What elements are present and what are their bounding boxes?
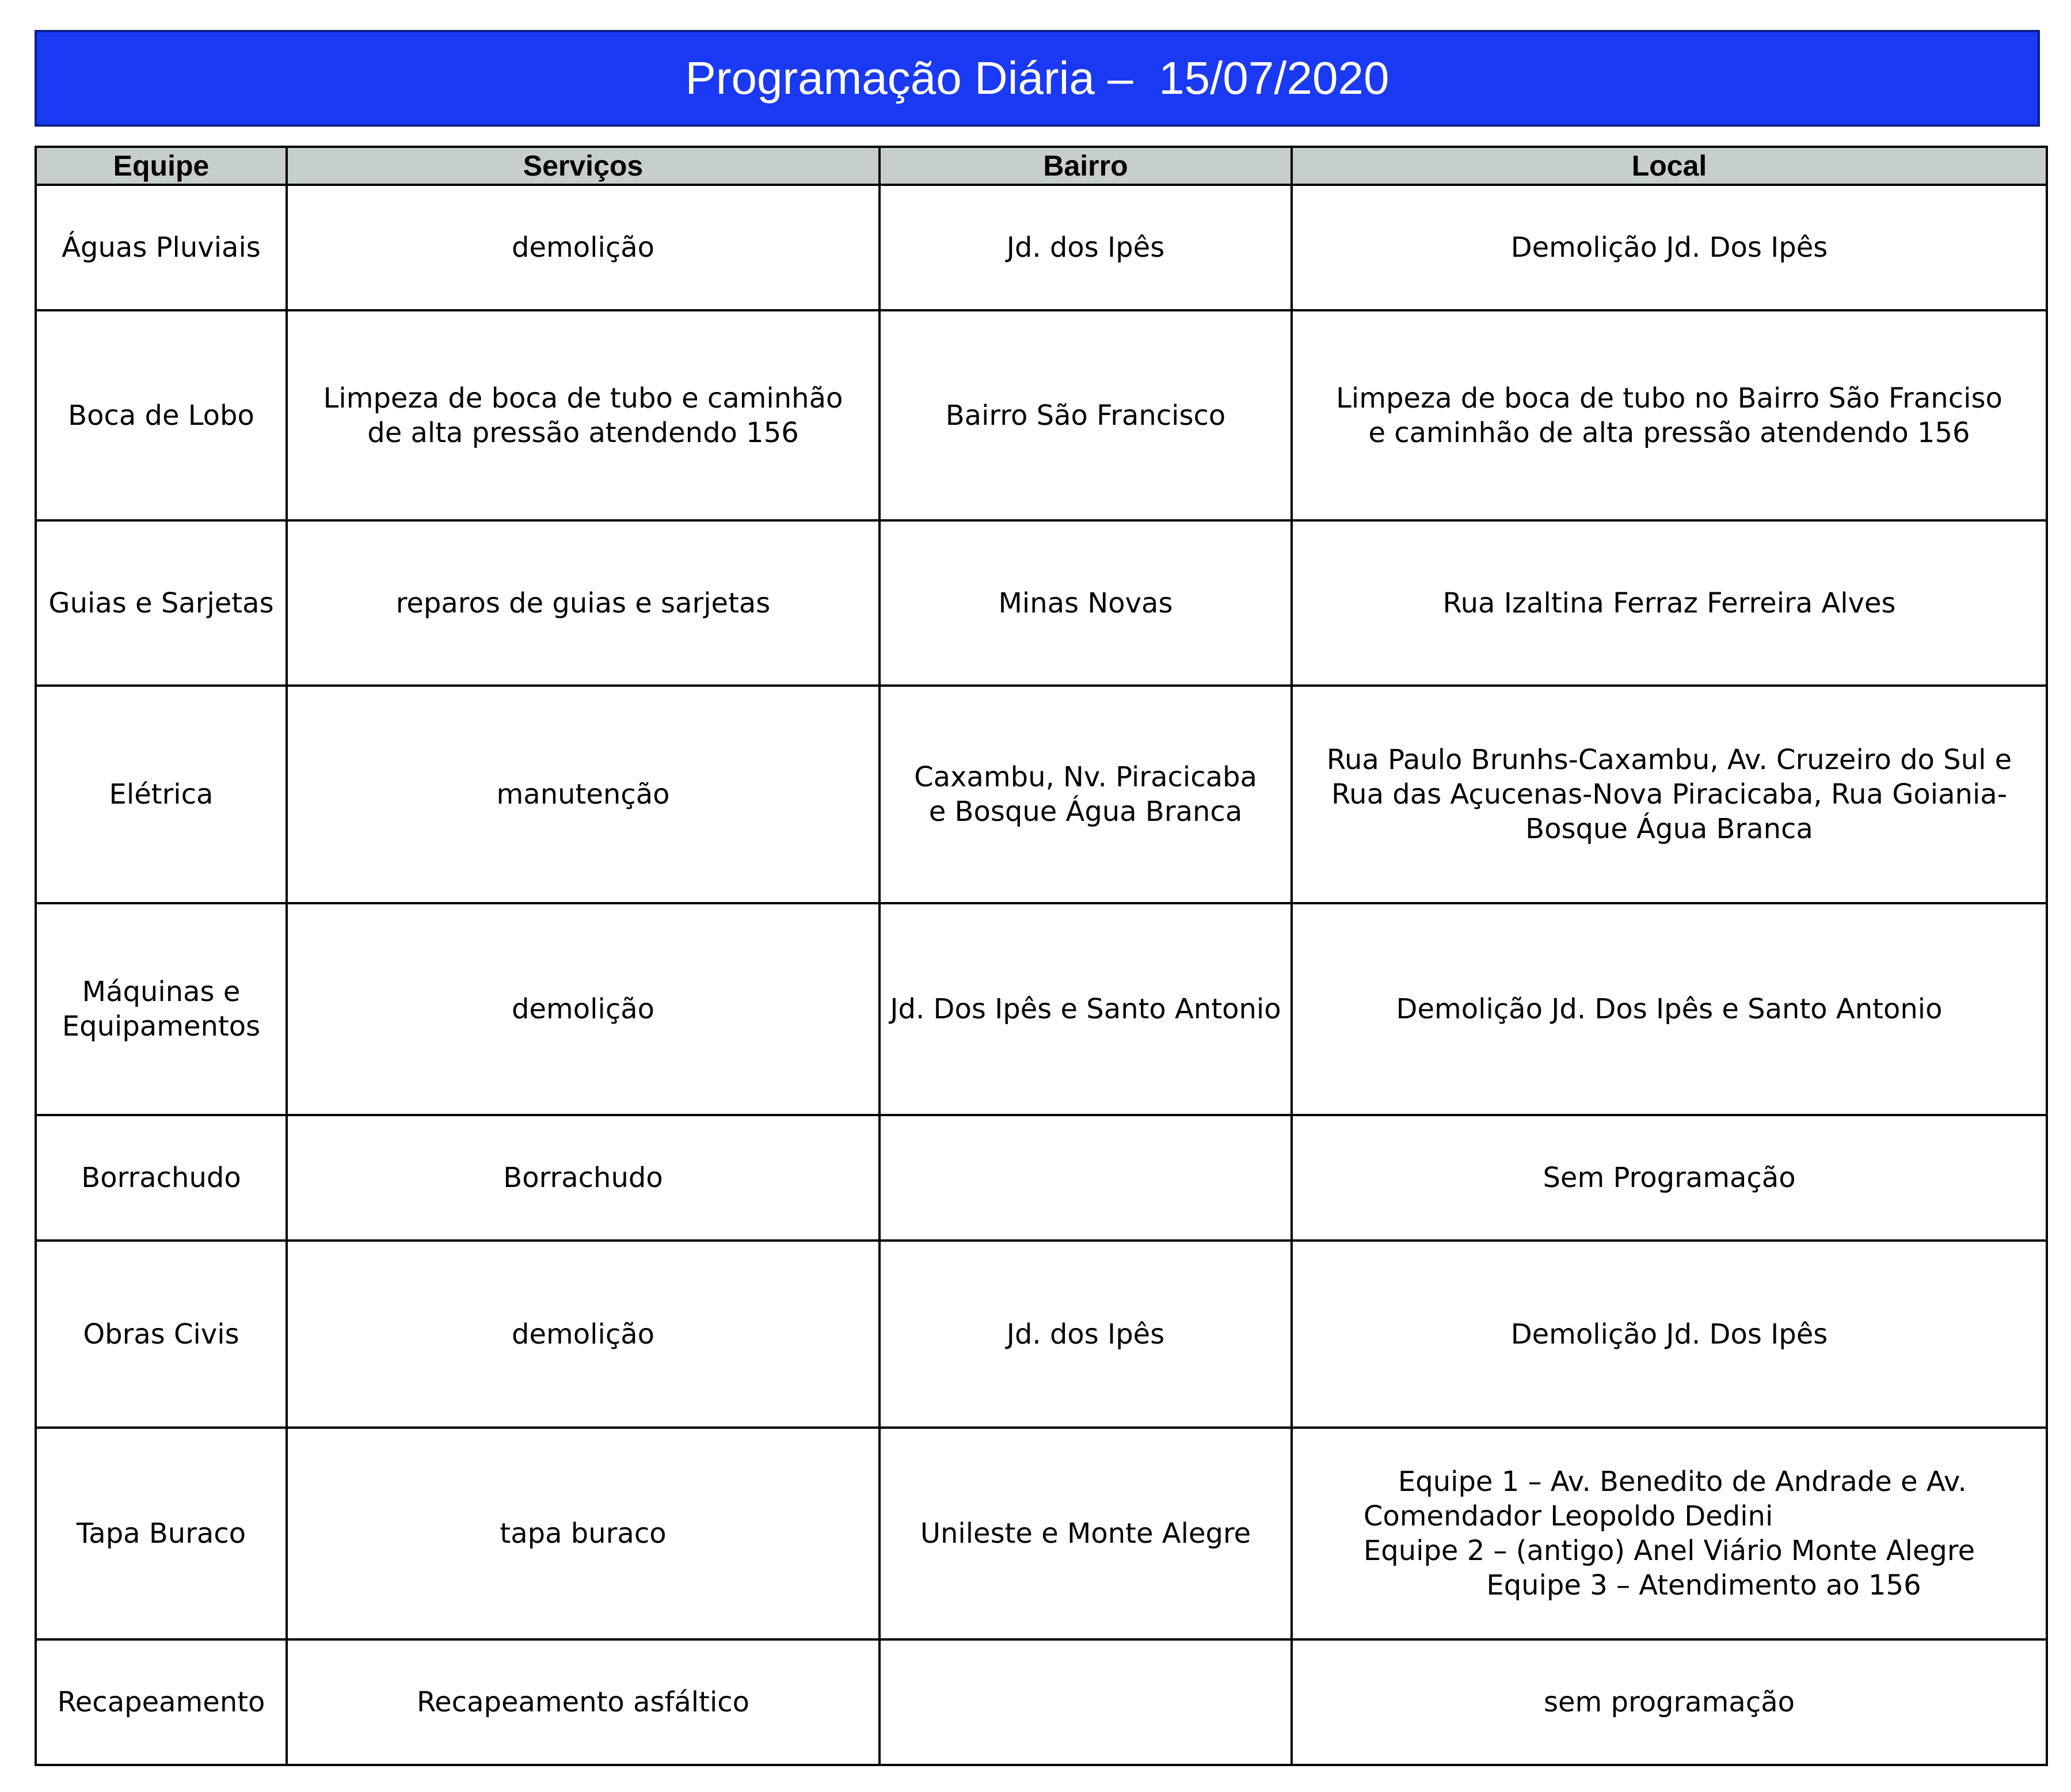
cell-servicos: reparos de guias e sarjetas [287,520,880,686]
column-header-bairro: Bairro [880,147,1292,185]
cell-local: sem programação [1292,1639,2047,1765]
table-row [36,686,2047,903]
cell-local: Demolição Jd. Dos Ipês e Santo Antonio [1292,903,2047,1115]
cell-equipe: Guias e Sarjetas [36,520,287,686]
cell-local [1292,1428,2047,1639]
table-row [36,185,2047,310]
cell-bairro: Caxambu, Nv. Piracicaba e Bosque Água Branca [880,686,1292,903]
schedule-table [35,146,2048,1766]
cell-bairro [880,1639,1292,1765]
local-line: Equipe 3 – Atendimento ao 156 [1486,1569,1921,1601]
column-header-local: Local [1292,147,2047,185]
cell-bairro: Minas Novas [880,520,1292,686]
cell-bairro: Bairro São Francisco [880,310,1292,520]
cell-servicos: tapa buraco [287,1428,880,1639]
cell-bairro: Jd. dos Ipês [880,1241,1292,1428]
cell-servicos: Borrachudo [287,1115,880,1241]
cell-equipe: Borrachudo [36,1115,287,1241]
cell-local: Demolição Jd. Dos Ipês [1292,1241,2047,1428]
table-row [36,310,2047,520]
cell-equipe: Elétrica [36,686,287,903]
cell-equipe: Obras Civis [36,1241,287,1428]
column-header-servicos: Serviços [287,147,880,185]
cell-servicos: demolição [287,1241,880,1428]
cell-local: Limpeza de boca de tubo no Bairro São Franciso e caminhão de alta pressão atendendo 156 [1292,310,2047,520]
cell-bairro: Unileste e Monte Alegre [880,1428,1292,1639]
table-row [36,520,2047,686]
cell-equipe: Boca de Lobo [36,310,287,520]
cell-equipe: Tapa Buraco [36,1428,287,1639]
header-row [36,147,2047,185]
local-lines [1364,1464,1975,1603]
table-row [36,1241,2047,1428]
page-title: Programação Diária – 15/07/2020 [685,52,1389,104]
cell-equipe: Recapeamento [36,1639,287,1765]
table-row [36,1639,2047,1765]
local-line: Equipe 1 – Av. Benedito de Andrade e Av. [1398,1466,1967,1498]
cell-servicos: demolição [287,185,880,310]
cell-bairro: Jd. dos Ipês [880,185,1292,310]
cell-local: Rua Izaltina Ferraz Ferreira Alves [1292,520,2047,686]
table-row [36,1115,2047,1241]
cell-bairro: Jd. Dos Ipês e Santo Antonio [880,903,1292,1115]
cell-servicos: Limpeza de boca de tubo e caminhão de alta pressão atendendo 156 [287,310,880,520]
cell-equipe: Máquinas e Equipamentos [36,903,287,1115]
cell-servicos: demolição [287,903,880,1115]
cell-servicos: Recapeamento asfáltico [287,1639,880,1765]
cell-bairro [880,1115,1292,1241]
cell-local: Demolição Jd. Dos Ipês [1292,185,2047,310]
cell-local: Sem Programação [1292,1115,2047,1241]
table-row [36,903,2047,1115]
title-bar [35,30,2040,127]
local-line: Comendador Leopoldo Dedini [1363,1500,1773,1532]
cell-equipe: Águas Pluviais [36,185,287,310]
cell-servicos: manutenção [287,686,880,903]
table-row [36,1428,2047,1639]
local-line: Equipe 2 – (antigo) Anel Viário Monte Alegre [1363,1535,1975,1567]
cell-local: Rua Paulo Brunhs-Caxambu, Av. Cruzeiro do Sul e Rua das Açucenas-Nova Piracicaba, Rua Goiania-Bosque Água Branca [1292,686,2047,903]
column-header-equipe: Equipe [36,147,287,185]
